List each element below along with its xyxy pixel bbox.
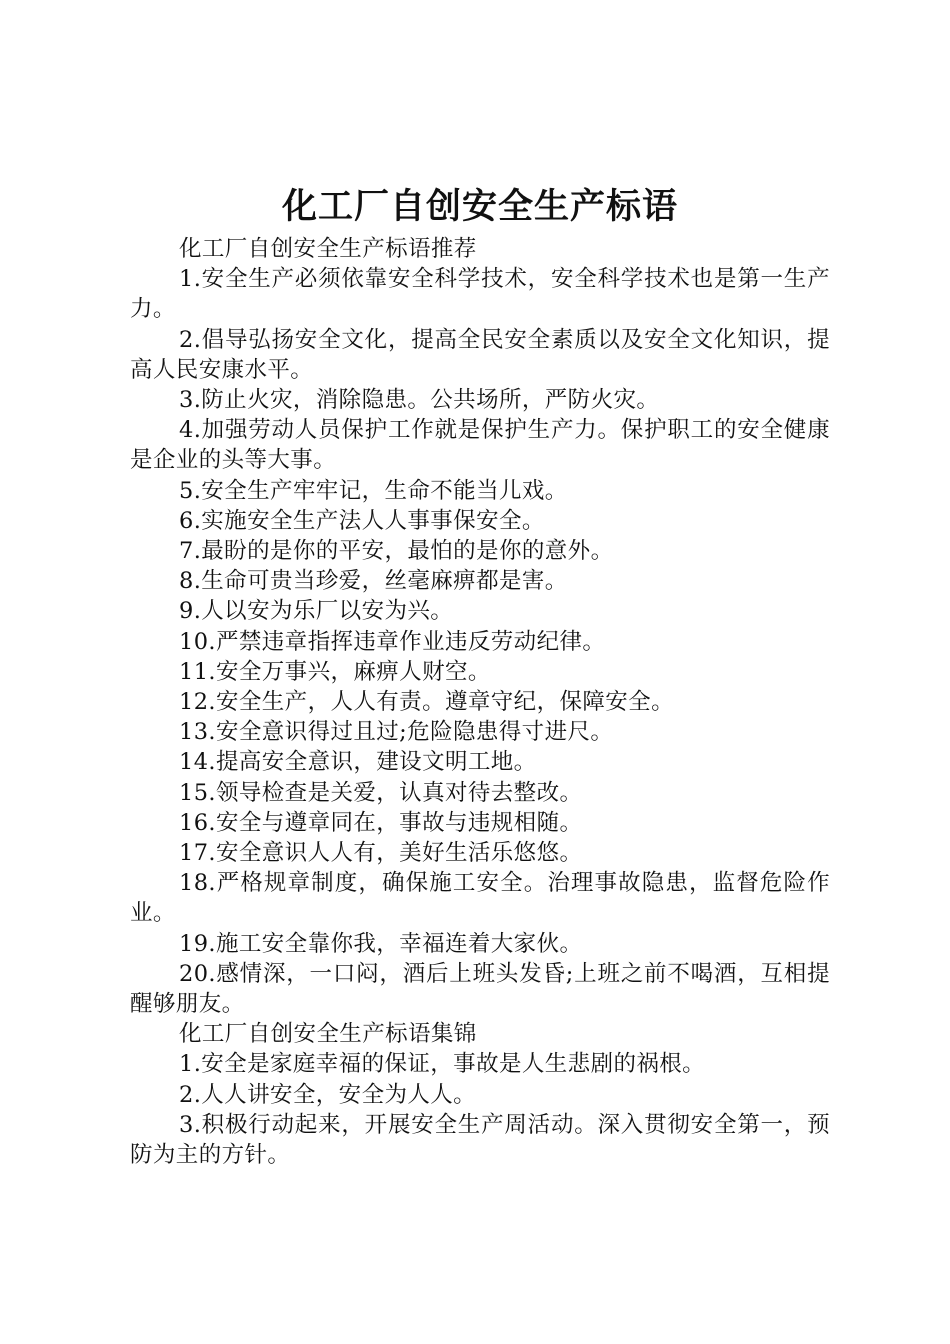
paragraph: 化工厂自创安全生产标语推荐: [179, 236, 477, 262]
paragraph: 8.生命可贵当珍爱，丝毫麻痹都是害。: [179, 568, 568, 595]
paragraph: 7.最盼的是你的平安，最怕的是你的意外。: [179, 538, 614, 565]
paragraph: 6.实施安全生产法人人事事保安全。: [179, 507, 545, 534]
paragraph: 1.安全是家庭幸福的保证，事故是人生悲剧的祸根。: [179, 1051, 706, 1078]
paragraph: 19.施工安全靠你我，幸福连着大家伙。: [179, 930, 583, 957]
paragraph: 化工厂自创安全生产标语集锦: [179, 1021, 477, 1048]
paragraph: 5.安全生产牢牢记，生命不能当儿戏。: [179, 477, 568, 504]
paragraph: 13.安全意识得过且过;危险隐患得寸进尺。: [179, 719, 614, 746]
document-body: [130, 234, 830, 1170]
paragraph: 20.感情深，一口闷，酒后上班头发昏;上班之前不喝酒，互相提醒够朋友。: [130, 960, 830, 1018]
paragraph: 3.防止火灾，消除隐患。公共场所，严防火灾。: [179, 387, 660, 414]
paragraph: 4.加强劳动人员保护工作就是保护生产力。保护职工的安全健康是企业的头等大事。: [130, 417, 830, 474]
paragraph: 12.安全生产，人人有责。遵章守纪，保障安全。: [179, 689, 674, 716]
paragraph: 2.倡导弘扬安全文化，提高全民安全素质以及安全文化知识，提高人民安康水平。: [130, 326, 830, 383]
paragraph: 18.严格规章制度，确保施工安全。治理事故隐患，监督危险作业。: [130, 870, 830, 927]
paragraph: 9.人以安为乐厂以安为兴。: [179, 598, 454, 625]
paragraph: 14.提高安全意识，建设文明工地。: [179, 749, 537, 776]
paragraph: 1.安全生产必须依靠安全科学技术，安全科学技术也是第一生产力。: [130, 266, 830, 323]
paragraph: 15.领导检查是关爱，认真对待去整改。: [179, 779, 583, 806]
paragraph: 2.人人讲安全，安全为人人。: [179, 1081, 477, 1108]
document-page: [130, 182, 830, 1170]
paragraph: 17.安全意识人人有，美好生活乐悠悠。: [179, 840, 583, 867]
paragraph: 11.安全万事兴，麻痹人财空。: [179, 658, 491, 685]
paragraph: 16.安全与遵章同在，事故与违规相随。: [179, 809, 583, 836]
paragraph: 3.积极行动起来，开展安全生产周活动。深入贯彻安全第一，预防为主的方针。: [130, 1111, 830, 1169]
document-title: 化工厂自创安全生产标语: [281, 186, 678, 227]
paragraph: 10.严禁违章指挥违章作业违反劳动纪律。: [179, 628, 606, 655]
